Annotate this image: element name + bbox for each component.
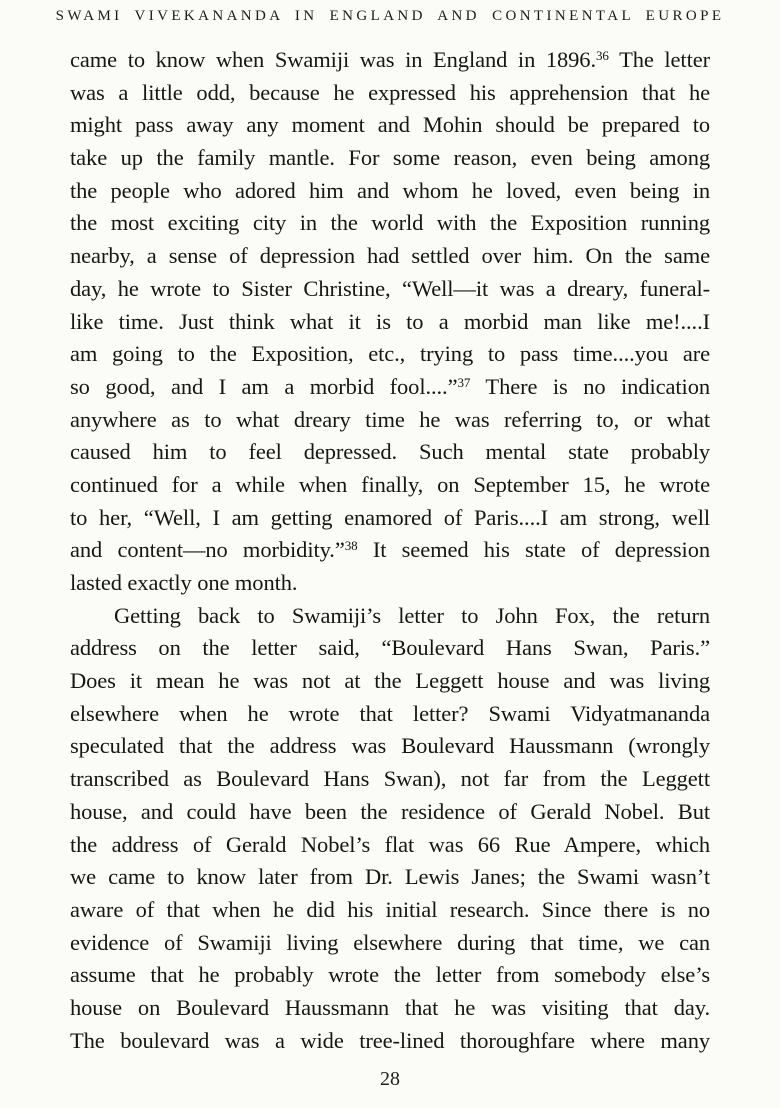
text-line: we came to know later from Dr. Lewis Janes; the Swami wasn’t xyxy=(70,864,710,890)
text-line: evidence of Swamiji living elsewhere during that time, we can xyxy=(70,929,710,955)
running-header: SWAMI VIVEKANANDA IN ENGLAND AND CONTINENTAL EUROPE xyxy=(55,8,725,24)
text-line: continued for a while when finally, on September 15, he wrote xyxy=(70,471,710,497)
text-line: the most exciting city in the world with the Exposition running xyxy=(70,210,710,236)
text-line: am going to the Exposition, etc., trying to pass time....you are xyxy=(70,341,710,367)
page-body-text xyxy=(70,44,710,1057)
text-line: lasted exactly one month. xyxy=(70,570,298,595)
text-line: assume that he probably wrote the letter from somebody else’s xyxy=(70,962,710,988)
text-line: might pass away any moment and Mohin should be prepared to xyxy=(70,112,710,138)
text-line: house, and could have been the residence of Gerald Nobel. But xyxy=(70,798,710,824)
text-line: and content—no morbidity.”$^{38}$ It seemed his state of depression xyxy=(70,537,710,563)
text-line: anywhere as to what dreary time he was referring to, or what xyxy=(70,406,710,432)
text-line: the address of Gerald Nobel’s flat was 66 Rue Ampere, which xyxy=(70,831,710,857)
text-line: The boulevard was a wide tree-lined thoroughfare where many xyxy=(70,1027,710,1053)
page-number: 28 xyxy=(380,1068,400,1090)
footnote-marker: 37 xyxy=(457,374,471,390)
text-line: day, he wrote to Sister Christine, “Well—it was a dreary, funeral- xyxy=(70,275,710,301)
text-line: nearby, a sense of depression had settled over him. On the same xyxy=(70,243,710,269)
text-line: like time. Just think what it is to a morbid man like me!....I xyxy=(70,308,710,334)
text-line: Getting back to Swamiji’s letter to John Fox, the return xyxy=(114,602,710,628)
footnote-marker: 38 xyxy=(344,538,358,554)
text-line: house on Boulevard Haussmann that he was visiting that day. xyxy=(70,994,710,1020)
text-line: was a little odd, because he expressed his apprehension that he xyxy=(70,79,710,105)
text-line: caused him to feel depressed. Such mental state probably xyxy=(70,439,710,465)
text-line: speculated that the address was Boulevard Haussmann (wrongly xyxy=(70,733,710,759)
footnote-marker: 36 xyxy=(595,47,609,63)
text-line: aware of that when he did his initial research. Since there is no xyxy=(70,896,710,922)
text-line: address on the letter said, “Boulevard Hans Swan, Paris.” xyxy=(70,635,710,661)
text-line: came to know when Swamiji was in England in 1896.36 The letter xyxy=(70,47,710,72)
text-line: take up the family mantle. For some reason, even being among xyxy=(70,145,710,171)
text-line: transcribed as Boulevard Hans Swan), not far from the Leggett xyxy=(70,766,710,792)
text-line: elsewhere when he wrote that letter? Swami Vidyatmananda xyxy=(70,700,710,726)
text-line: to her, “Well, I am getting enamored of Paris....I am strong, well xyxy=(70,504,710,530)
text-line: the people who adored him and whom he loved, even being in xyxy=(70,177,710,203)
text-line: Does it mean he was not at the Leggett house and was living xyxy=(70,668,710,694)
text-line: so good, and I am a morbid fool....”$^{37}$ There is no indication xyxy=(70,373,710,399)
